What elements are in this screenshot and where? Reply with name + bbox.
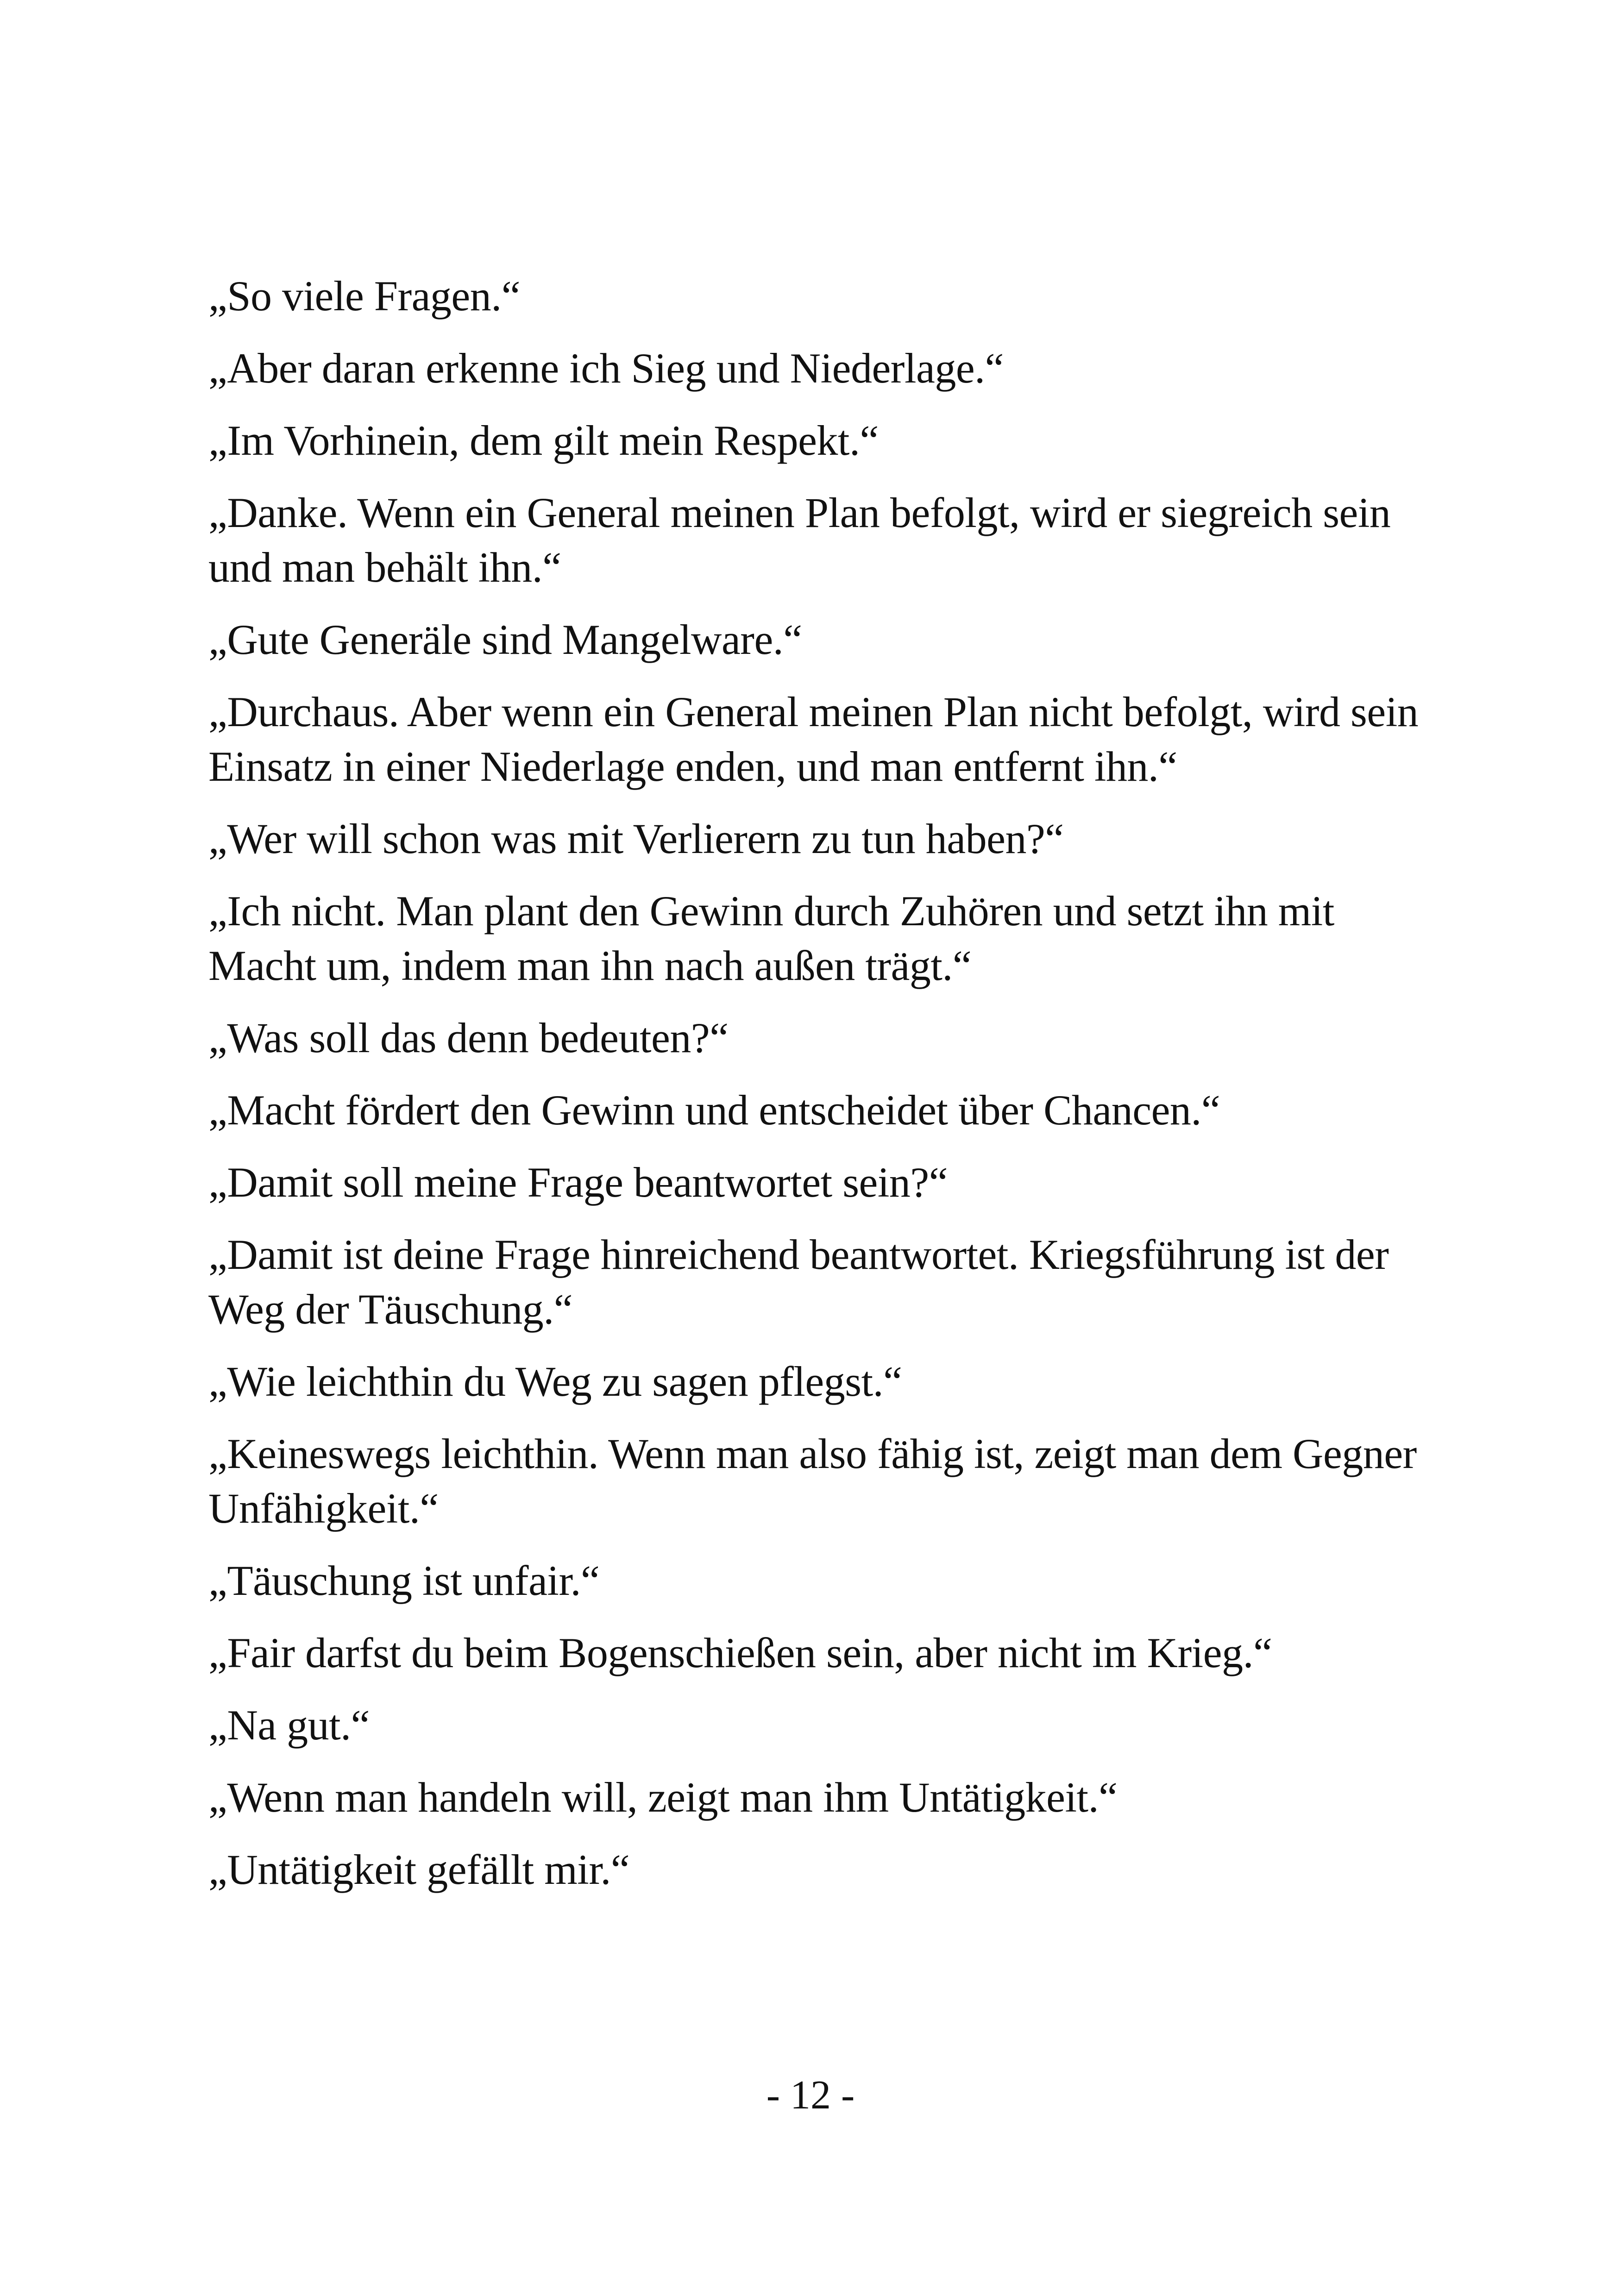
paragraph: „Täuschung ist unfair.“	[208, 1557, 600, 1604]
dialogue-text	[208, 269, 1422, 1914]
page-number: - 12 -	[766, 2073, 855, 2118]
paragraph: „Ich nicht. Man plant den Gewinn durch Zuhören und setzt ihn mit Macht um, indem man ihn nach außen trägt.“	[208, 887, 1334, 989]
paragraph: „Keineswegs leichthin. Wenn man also fähig ist, zeigt man dem Gegner Unfähigkeit.“	[208, 1430, 1417, 1532]
paragraph: „Im Vorhinein, dem gilt mein Respekt.“	[208, 417, 879, 464]
paragraph: „Damit ist deine Frage hinreichend beantwortet. Kriegsführung ist der Weg der Täuschung.“	[208, 1231, 1389, 1333]
paragraph: „Wenn man handeln will, zeigt man ihm Untätigkeit.“	[208, 1774, 1118, 1821]
paragraph: „Aber daran erkenne ich Sieg und Niederlage.“	[208, 345, 1004, 392]
paragraph: „Wer will schon was mit Verlierern zu tun haben?“	[208, 815, 1064, 862]
paragraph: „Macht fördert den Gewinn und entscheidet über Chancen.“	[208, 1086, 1220, 1134]
paragraph: „Gute Generäle sind Mangelware.“	[208, 616, 802, 663]
paragraph: „Damit soll meine Frage beantwortet sein?“	[208, 1159, 948, 1206]
paragraph: „Danke. Wenn ein General meinen Plan befolgt, wird er siegreich sein und man behält ihn.“	[208, 489, 1391, 591]
paragraph: „Untätigkeit gefällt mir.“	[208, 1846, 630, 1893]
paragraph: „Was soll das denn bedeuten?“	[208, 1014, 729, 1061]
paragraph: „Wie leichthin du Weg zu sagen pflegst.“	[208, 1358, 902, 1405]
paragraph: „Fair darfst du beim Bogenschießen sein, aber nicht im Krieg.“	[208, 1629, 1272, 1676]
paragraph: „Na gut.“	[208, 1701, 370, 1749]
paragraph: „Durchaus. Aber wenn ein General meinen Plan nicht befolgt, wird sein Einsatz in einer Niederlage enden, und man entfernt ihn.“	[208, 688, 1419, 790]
paragraph: „So viele Fragen.“	[208, 272, 521, 320]
